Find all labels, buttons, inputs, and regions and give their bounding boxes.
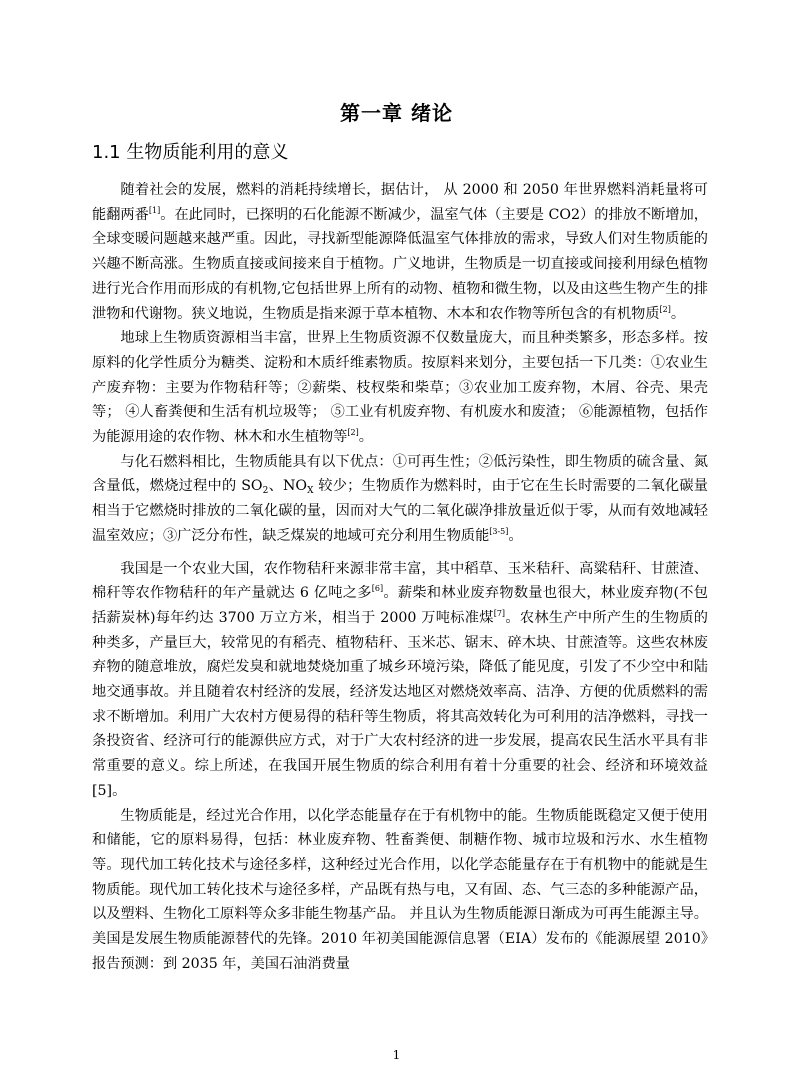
- paragraph-5: 生物质能是，经过光合作用，以化学态能量存在于有机物中的能。生物质能既稳定又便于使用和储能，它的原料易得，包括：林业废弃物、牲畜粪便、制糖作物、城市垃圾和污水、水生植物等。现代加工转化技术与途径多样，这种经过光合作用，以化学态能量存在于有机物中的能就是生物质能。现代加工转化技术与途径多样，产品既有热与电，又有固、态、气三态的多种能源产品，以及塑料、生物化工原料等众多非能生物基产品。 并且认为生物质能源日渐成为可再生能源主导。美国是发展生物质能源替代的先锋。2010 年初美国能源信息署（EIA）发布的《能源展望 2010》报告预测：到 2035 年，美国石油消费量: [92, 807, 708, 972]
- section-title: 1.1 生物质能利用的意义: [92, 142, 289, 163]
- citation: [2]: [659, 304, 671, 314]
- page-number: 1: [392, 1048, 401, 1062]
- citation: [2]: [347, 428, 359, 438]
- paragraph-3: 与化石燃料相比，生物质能具有以下优点：①可再生性；②低污染性，即生物质的硫含量、氮含量低，燃烧过程中的 $SO_2$、$NO_X$ 较少；生物质作为燃料时，由于它在生长时需要的二氧化碳量相当于它燃烧时排放的二氧化碳的量，因而对大气的二氧化碳净排放量近似于零，从而有效地减轻温室效应；③广泛分布性，缺乏煤炭的地域可充分利用生物质能[3-5]。: [92, 453, 708, 544]
- paragraph-4: 我国是一个农业大国，农作物秸秆来源非常丰富，其中稻草、玉米秸秆、高粱秸秆、甘蔗渣、棉秆等农作物秸秆的年产量就达 6 亿吨之多[6]。薪柴和林业废弃物数量也很大，林业废弃物(不包括薪炭林)每年约达 3700 万立方米，相当于 2000 万吨标准煤[7]。农林生产中所产生的生物质的种类多，产量巨大，较常见的有稻壳、植物秸秆、玉米芯、锯末、碎木块、甘蔗渣等。这些农林废弃物的随意堆放，腐烂发臭和就地焚烧加重了城乡环境污染，降低了能见度，引发了不少空中和陆地交通事故。并且随着农村经济的发展，经济发达地区对燃烧效率高、洁净、方便的优质燃料的需求不断增加。利用广大农村方便易得的秸秆等生物质，将其高效转化为可利用的洁净燃料，寻找一条投资省、经济可行的能源供应方式，对于广大农村经济的进一步发展，提高农民生活水平具有非常重要的意义。综上所述，在我国开展生物质的综合利用有着十分重要的社会、经济和环境效益[5]。: [92, 560, 708, 799]
- body-text: [92, 178, 708, 977]
- subscript: X: [307, 486, 314, 497]
- paragraph-1: 随着社会的发展，燃料的消耗持续增长，据估计， 从 2000 和 2050 年世界燃料消耗量将可能翻两番[1]。在此同时，已探明的石化能源不断减少，温室气体（主要是 CO2）的排放不断增加，全球变暖问题越来越严重。因此，寻找新型能源降低温室气体排放的需求，导致人们对生物质能的兴趣不断高涨。生物质直接或间接来自于植物。广义地讲，生物质是一切直接或间接利用绿色植物进行光合作用而形成的有机物,它包括世界上所有的动物、植物和微生物，以及由这些生物产生的排泄物和代谢物。狭义地说，生物质是指来源于草本植物、木本和农作物等所包含的有机物质[2]。: [92, 182, 708, 322]
- citation: [3-5]: [489, 526, 509, 536]
- subscript: 2: [262, 486, 269, 497]
- citation: [6]: [371, 584, 384, 594]
- citation: [1]: [148, 205, 161, 215]
- paragraph-2: 地球上生物质资源相当丰富，世界上生物质资源不仅数量庞大，而且种类繁多，形态多样。按原料的化学性质分为糖类、淀粉和木质纤维素物质。按原料来划分，主要包括一下几类：①农业生产废弃物：主要为作物秸秆等；②薪柴、枝杈柴和柴草；③农业加工废弃物，木屑、谷壳、果壳等； ④人畜粪便和生活有机垃圾等； ⑤工业有机废弃物、有机废水和废渣； ⑥能源植物，包括作为能源用途的农作物、林木和水生植物等[2]。: [92, 330, 708, 446]
- chapter-title: 第一章 绪论: [340, 101, 453, 125]
- citation: [7]: [493, 608, 506, 618]
